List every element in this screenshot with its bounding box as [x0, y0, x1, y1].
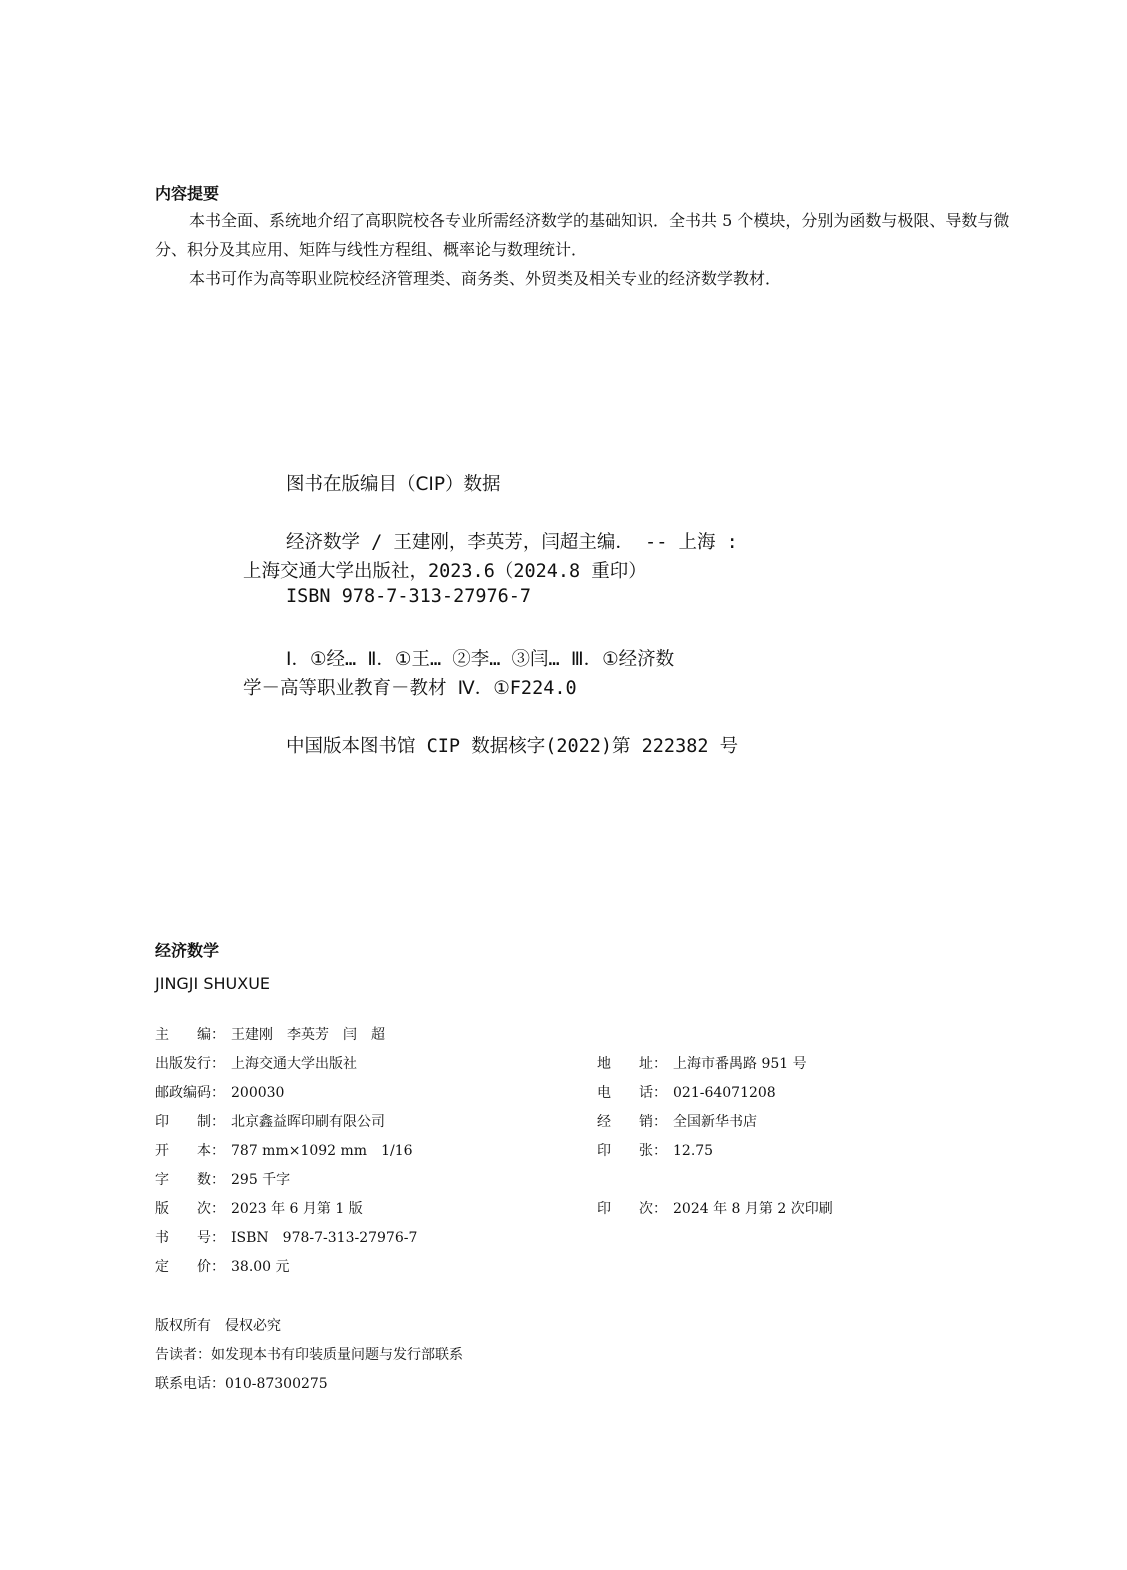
row-label: 定 价：: [155, 1259, 225, 1275]
cip-line: Ⅰ．①经… Ⅱ．①王… ②李… ③闫… Ⅲ．①经济数: [286, 649, 675, 670]
colophon-row-price: [155, 1256, 290, 1276]
row-value: 2024 年 8 月第 2 次印刷: [673, 1201, 833, 1217]
colophon-row-edition: [155, 1198, 363, 1218]
row-label: 开 本：: [155, 1143, 225, 1159]
book-pinyin: JINGJI SHUXUE: [155, 974, 271, 993]
book-title: 经济数学: [155, 941, 220, 960]
summary-heading: 内容提要: [155, 184, 220, 203]
row-value: 上海交通大学出版社: [231, 1056, 357, 1072]
row-value: 全国新华书店: [673, 1114, 757, 1130]
row-label: 印 制：: [155, 1114, 225, 1130]
row-label: 经 销：: [597, 1114, 667, 1130]
colophon-row-format: [155, 1140, 413, 1160]
colophon-row-postcode: [155, 1082, 284, 1102]
summary-paragraph: 本书全面、系统地介绍了高职院校各专业所需经济数学的基础知识．全书共 5 个模块，分别为函数与极限、导数与微分、积分及其应用、矩阵与线性方程组、概率论与数理统计．: [155, 211, 1010, 259]
row-value: 王建刚 李英芳 闫 超: [231, 1027, 385, 1043]
contact-phone: 联系电话：010-87300275: [155, 1376, 328, 1392]
content-summary: [155, 182, 1015, 293]
row-value: 200030: [231, 1085, 285, 1101]
row-value: 787 mm×1092 mm 1/16: [231, 1143, 413, 1159]
row-value: 上海市番禺路 951 号: [673, 1056, 807, 1072]
colophon-row-sheets: [597, 1140, 713, 1160]
row-label: 地 址：: [597, 1056, 667, 1072]
row-label: 邮政编码：: [155, 1085, 225, 1101]
summary-paragraph: 本书可作为高等职业院校经济管理类、商务类、外贸类及相关专业的经济数学教材．: [189, 269, 782, 288]
row-value: 12.75: [673, 1143, 714, 1159]
cip-line: 上海交通大学出版社，2023.6（2024.8 重印）: [243, 561, 647, 582]
colophon-row-publisher: [155, 1053, 357, 1073]
row-value: 295 千字: [231, 1172, 291, 1188]
cip-title: 图书在版编目（CIP）数据: [286, 474, 501, 495]
colophon-row-address: [597, 1053, 807, 1073]
row-label: 印 张：: [597, 1143, 667, 1159]
row-value: 2023 年 6 月第 1 版: [231, 1201, 363, 1217]
copyright-notice: 版权所有 侵权必究: [155, 1318, 281, 1334]
row-value: 38.00 元: [231, 1259, 290, 1275]
cip-line: 学－高等职业教育－教材 Ⅳ．①F224.0: [243, 678, 577, 699]
row-label: 出版发行：: [155, 1056, 225, 1072]
row-label: 字 数：: [155, 1172, 225, 1188]
row-label: 电 话：: [597, 1085, 667, 1101]
colophon-row-distributor: [597, 1111, 757, 1131]
cip-isbn: ISBN 978-7-313-27976-7: [286, 586, 532, 607]
row-value: 021-64071208: [673, 1085, 776, 1101]
cip-record-number: 中国版本图书馆 CIP 数据核字(2022)第 222382 号: [286, 736, 739, 757]
colophon-row-isbn: [155, 1227, 417, 1247]
row-label: 主 编：: [155, 1027, 225, 1043]
colophon-row-printing: [597, 1198, 833, 1218]
colophon-row-phone: [597, 1082, 776, 1102]
row-value: 北京鑫益晖印刷有限公司: [231, 1114, 385, 1130]
colophon-row-wordcount: [155, 1169, 290, 1189]
row-label: 书 号：: [155, 1230, 225, 1246]
row-label: 印 次：: [597, 1201, 667, 1217]
colophon-row-printer: [155, 1111, 385, 1131]
row-label: 版 次：: [155, 1201, 225, 1217]
cip-line: 经济数学 / 王建刚，李英芳，闫超主编． -- 上海 :: [286, 532, 738, 553]
row-value: ISBN 978-7-313-27976-7: [231, 1230, 418, 1246]
reader-notice: 告读者：如发现本书有印装质量问题与发行部联系: [155, 1347, 463, 1363]
colophon-row-editor: [155, 1024, 385, 1044]
